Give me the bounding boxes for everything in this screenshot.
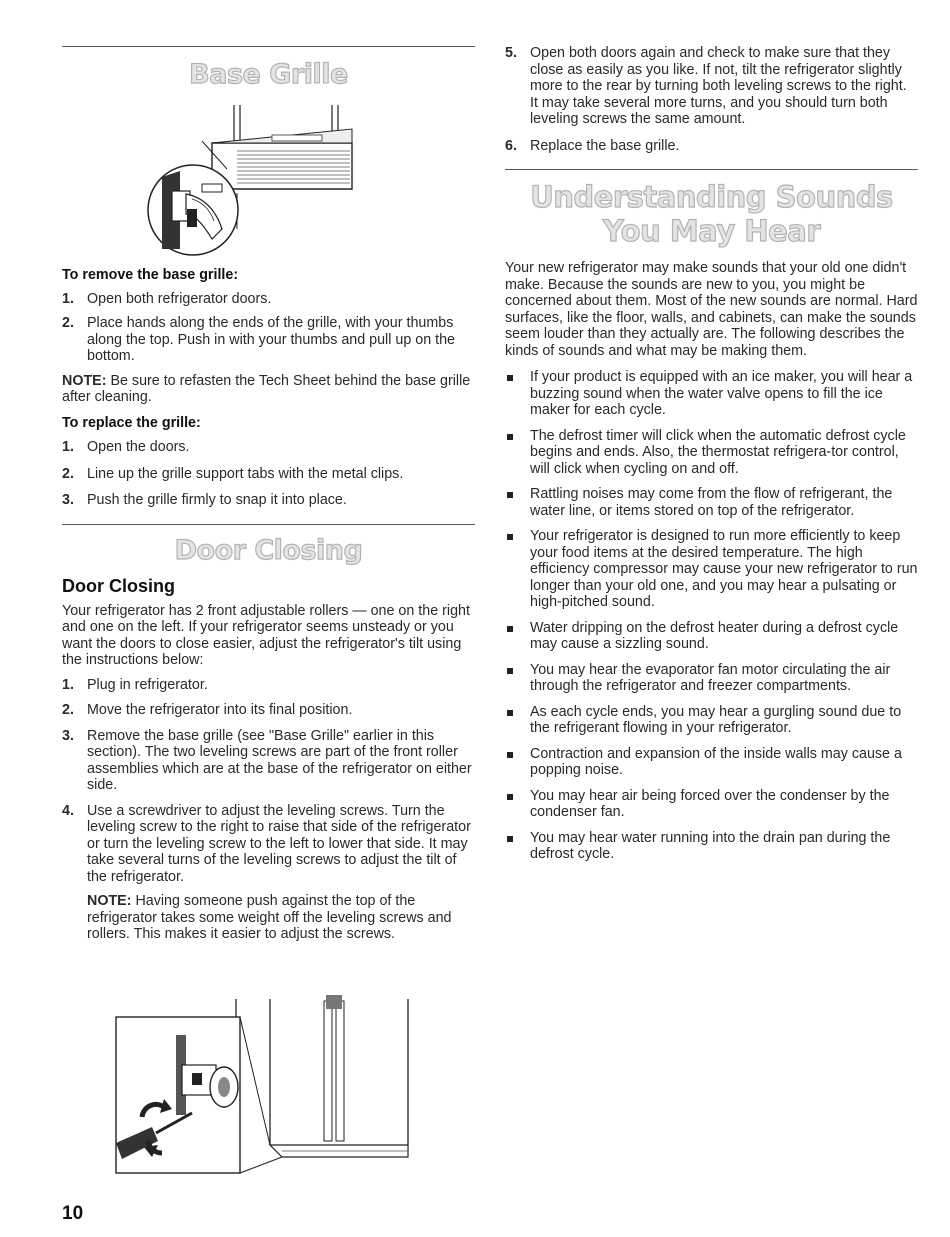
list-item: 1. Plug in refrigerator. xyxy=(62,676,208,693)
page-number: 10 xyxy=(62,1203,84,1224)
list-item: 6. Replace the base grille. xyxy=(505,137,680,154)
base-grille-illustration xyxy=(62,99,475,265)
section-divider xyxy=(62,524,475,525)
list-item: You may hear water running into the drain pan during the defrost cycle. xyxy=(505,830,918,863)
door-closing-heading: Door Closing xyxy=(174,534,363,566)
right-column xyxy=(505,0,918,863)
door-closing-steps-continued xyxy=(505,45,918,154)
list-item: Your refrigerator is designed to run more efficiently to keep your food items at the desired temperature. The high efficiency compressor may cause your new refrigerator to run longer than your old one, and you may hear a pulsating or high-pitched sound. xyxy=(505,528,918,611)
door-closing-intro: Your refrigerator has 2 front adjustable rollers — one on the right and one on the left. If your refrigerator seems unsteady or you want the doors to close easier, adjust the refrigerator's tilt using the instructions below: xyxy=(62,602,470,668)
list-item: The defrost timer will click when the automatic defrost cycle begins and ends. Also, the thermostat refrigera-tor control, will click when cycling on and off. xyxy=(505,428,918,478)
section-divider xyxy=(62,46,475,47)
list-item: You may hear air being forced over the condenser by the condenser fan. xyxy=(505,788,918,821)
list-item: As each cycle ends, you may hear a gurgling sound due to the refrigerant flowing in your refrigerator. xyxy=(505,704,918,737)
sounds-heading-line2: You May Hear xyxy=(602,214,821,248)
base-grille-heading: Base Grille xyxy=(189,59,348,90)
list-item: 5. Open both doors again and check to make sure that they close as easily as you like. If not, tilt the refrigerator slightly more to the rear by turning both leveling screws to the right. It may take several more turns, and you should turn both leveling screws the same amount. xyxy=(505,45,907,127)
leveling-note: NOTE: Having someone push against the top of the refrigerator takes some weight off the leveling screws and rollers. This makes it easier to adjust the screws. xyxy=(87,893,452,942)
remove-grille-steps xyxy=(62,291,475,365)
list-item: 2. Move the refrigerator into its final position. xyxy=(62,702,353,718)
list-item: 3. Push the grille firmly to snap it into place. xyxy=(62,492,347,508)
list-item: You may hear the evaporator fan motor circulating the air through the refrigerator and freezer compartments. xyxy=(505,662,918,695)
list-item: Contraction and expansion of the inside walls may cause a popping noise. xyxy=(505,746,918,779)
door-closing-subheading: Door Closing xyxy=(62,575,175,596)
tech-sheet-note: NOTE: Be sure to refasten the Tech Sheet behind the base grille after cleaning. xyxy=(62,372,471,405)
sounds-heading-line1: Understanding Sounds xyxy=(530,180,893,214)
door-closing-steps xyxy=(62,677,475,943)
list-item: 4. Use a screwdriver to adjust the leveling screws. Turn the leveling screw to the right to raise that side of the refrigerator or turn the leveling screw to the left to lower that side. It may take several turns of the leveling screws to adjust the tilt of the refrigerator. NOTE: Having someone push against the top of the refrigerator takes some weight off the leveling screws and rollers. This makes it easier to adjust the screws. xyxy=(62,803,475,943)
leveling-screw-illustration xyxy=(112,995,472,1177)
list-item: 2. Line up the grille support tabs with the metal clips. xyxy=(62,465,404,482)
section-divider xyxy=(505,169,918,170)
replace-grille-title: To replace the grille: xyxy=(62,414,201,431)
sounds-list xyxy=(505,369,918,863)
list-item: 3. Remove the base grille (see "Base Grille" earlier in this section). The two leveling screws are part of the front roller assemblies which are at the base of the refrigerator on either side. xyxy=(62,727,472,793)
list-item: Water dripping on the defrost heater during a defrost cycle may cause a sizzling sound. xyxy=(505,620,918,653)
remove-grille-title: To remove the base grille: xyxy=(62,267,239,283)
left-column xyxy=(62,0,475,943)
replace-grille-steps xyxy=(62,439,475,509)
list-item: Rattling noises may come from the flow of refrigerant, the water line, or items stored on top of the refrigerator. xyxy=(505,486,918,519)
list-item: If your product is equipped with an ice maker, you will hear a buzzing sound when the water valve opens to fill the ice maker for each cycle. xyxy=(505,369,918,419)
sounds-intro: Your new refrigerator may make sounds that your old one didn't make. Because the sounds are new to you, you might be concerned about them. Most of the new sounds are normal. Hard surfaces, like the floor, walls, and cabinets, can make the sounds seem louder than they actually are. The following describes the kinds of sounds and what may be making them. xyxy=(505,260,918,359)
list-item: 1. Open the doors. xyxy=(62,439,190,455)
list-item: 2. Place hands along the ends of the grille, with your thumbs along the top. Push in with your thumbs and pull up on the bottom. xyxy=(62,315,455,364)
list-item: 1. Open both refrigerator doors. xyxy=(62,290,272,307)
